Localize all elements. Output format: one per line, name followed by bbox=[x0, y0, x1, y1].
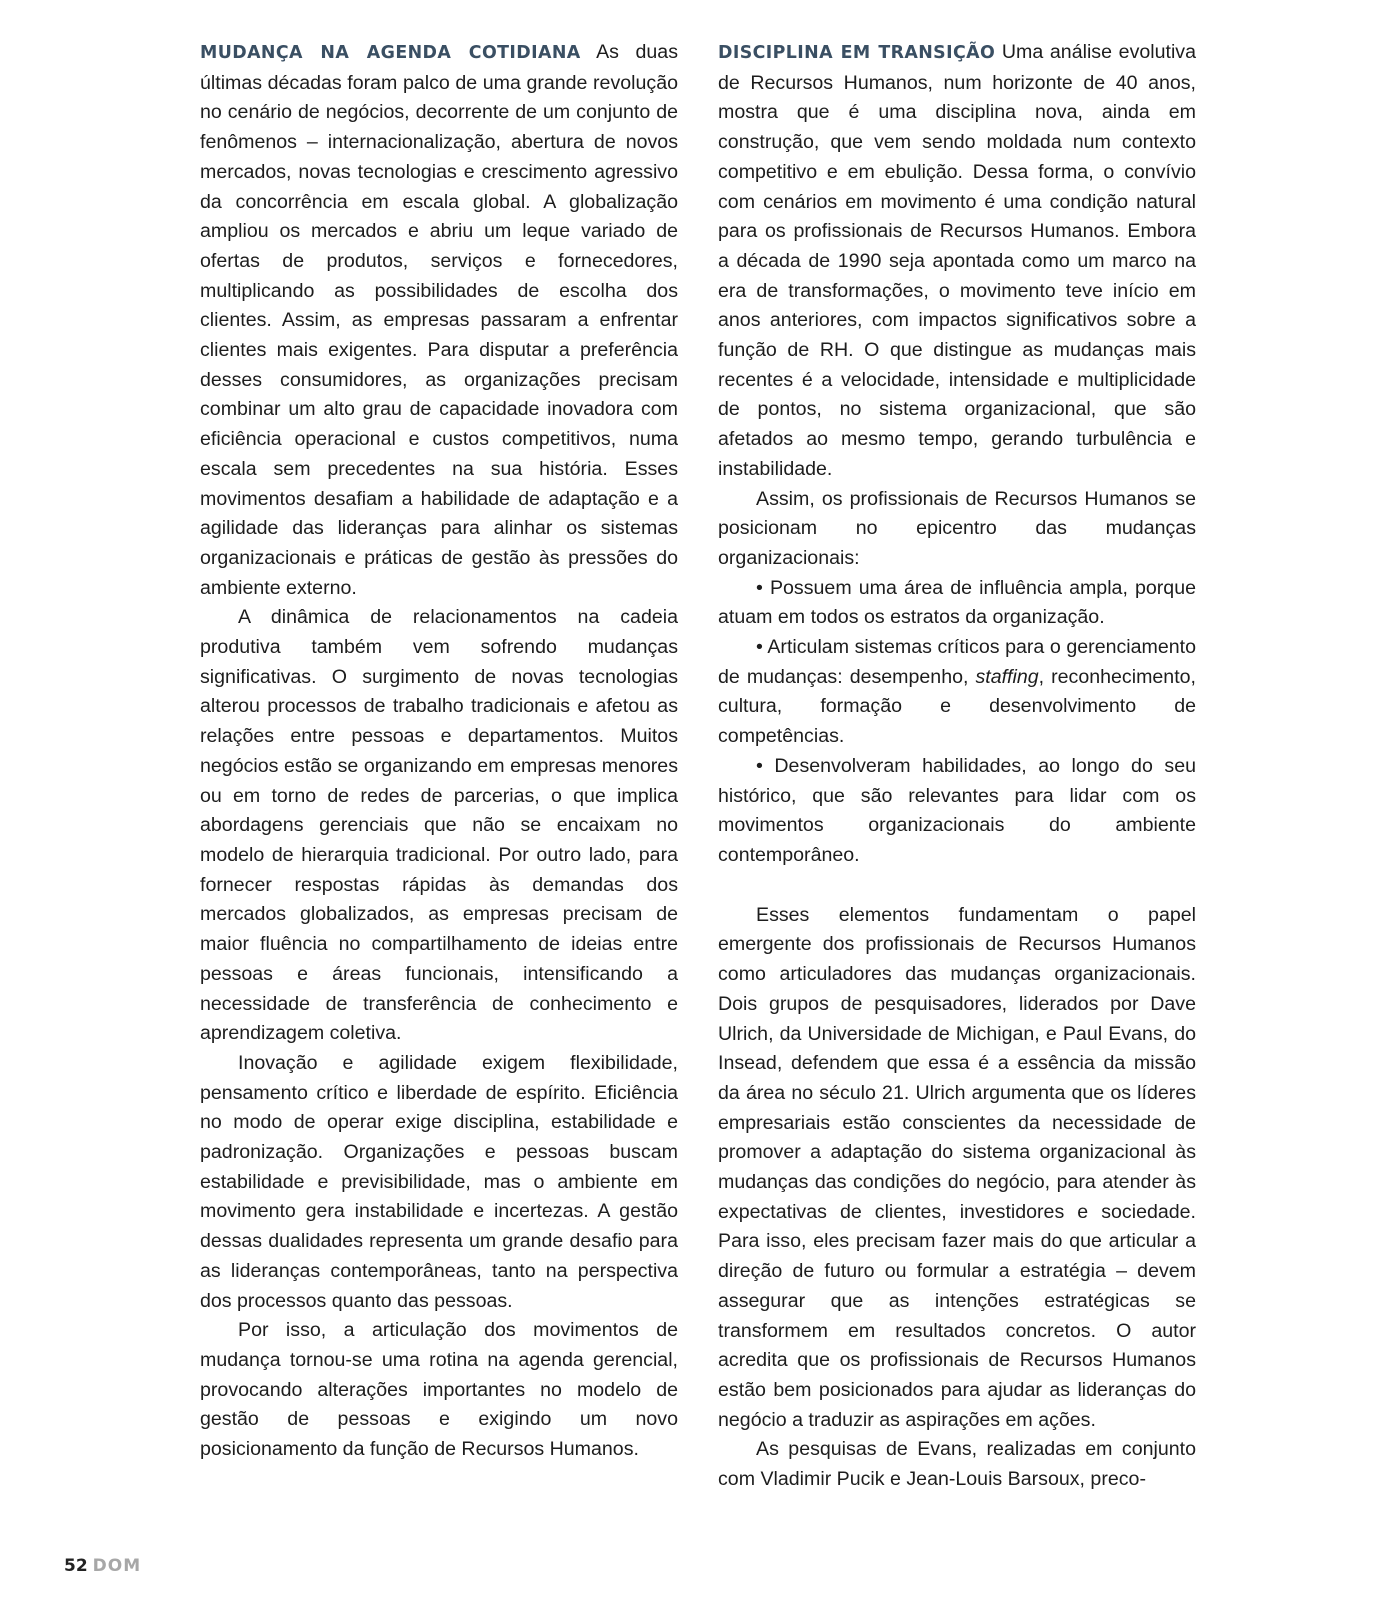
bullet-item: • Desenvolveram habilidades, ao longo do seu histórico, que são relevantes para lidar com os movimentos organizacionais do ambiente contemporâneo. bbox=[718, 754, 1196, 866]
paragraph-text: As duas últimas décadas foram palco de uma grande revolução no cenário de negócios, decorrente de um conjunto de fenômenos – internacionalização, abertura de novos mercados, novas tecnologias e crescimento agressivo da concorrência em escala global. A globalização ampliou os mercados e abriu um leque variado de ofertas de produtos, serviços e fornecedores, multiplicando as possibilidades de escolha dos clientes. Assim, as empresas passaram a enfrentar clientes mais exigentes. Para disputar a preferência desses consumidores, as organizações precisam combinar um alto grau de capacidade inovadora com eficiência operacional e custos competitivos, numa escala sem precedentes na sua história. Esses movimentos desafiam a habilidade de adaptação e a agilidade das lideranças para alinhar os sistemas organizacionais e práticas de gestão às pressões do ambiente externo. bbox=[200, 41, 678, 599]
page-footer bbox=[64, 1556, 141, 1576]
article-paragraph: As pesquisas de Evans, realizadas em conjunto com Vladimir Pucik e Jean-Louis Barsoux, preco- bbox=[718, 1438, 1196, 1491]
bullet-item bbox=[718, 633, 1196, 752]
section-heading: MUDANÇA NA AGENDA COTIDIANA bbox=[200, 43, 581, 63]
left-column bbox=[200, 38, 678, 1465]
article-paragraph bbox=[200, 38, 678, 603]
article-paragraph: Assim, os profissionais de Recursos Humanos se posicionam no epicentro das mudanças organizacionais: bbox=[718, 487, 1196, 569]
article-paragraph: Inovação e agilidade exigem flexibilidade, pensamento crítico e liberdade de espírito. Eficiência no modo de operar exige disciplina, estabilidade e padronização. Organizações e pessoas buscam estabilidade e previsibilidade, mas o ambiente em movimento gera instabilidade e incertezas. A gestão dessas dualidades representa um grande desafio para as lideranças contemporâneas, tanto na perspectiva dos processos quanto das pessoas. bbox=[200, 1051, 678, 1312]
article-paragraph bbox=[718, 38, 1196, 485]
italic-term: staffing bbox=[975, 665, 1039, 688]
paragraph-gap bbox=[718, 871, 1196, 901]
bullet-text: • Articulam sistemas críticos para o gerenciamento de mudanças: desempenho, bbox=[718, 636, 1196, 688]
bullet-item: • Possuem uma área de influência ampla, porque atuam em todos os estratos da organização. bbox=[718, 576, 1196, 629]
right-column bbox=[718, 38, 1196, 1495]
article-paragraph: A dinâmica de relacionamentos na cadeia produtiva também vem sofrendo mudanças significativas. O surgimento de novas tecnologias alterou processos de trabalho tradicionais e afetou as relações entre pessoas e departamentos. Muitos negócios estão se organizando em empresas menores ou em torno de redes de parcerias, o que implica abordagens gerenciais que não se encaixam no modelo de hierarquia tradicional. Por outro lado, para fornecer respostas rápidas às demandas dos mercados globalizados, as empresas precisam de maior fluência no compartilhamento de ideias entre pessoas e áreas funcionais, intensificando a necessidade de transferência de conhecimento e aprendizagem coletiva. bbox=[200, 606, 678, 1045]
paragraph-text: Uma análise evolutiva de Recursos Humanos, num horizonte de 40 anos, mostra que é uma disciplina nova, ainda em construção, que vem sendo moldada num contexto competitivo e em ebulição. Dessa forma, o convívio com cenários em movimento é uma condição natural para os profissionais de Recursos Humanos. Embora a década de 1990 seja apontada como um marco na era de transformações, o movimento teve início em anos anteriores, com impactos significativos sobre a função de RH. O que distingue as mudanças mais recentes é a velocidade, intensidade e multiplicidade de pontos, no sistema organizacional, que são afetados ao mesmo tempo, gerando turbulência e instabilidade. bbox=[718, 41, 1197, 480]
article-paragraph: Por isso, a articulação dos movimentos de mudança tornou-se uma rotina na agenda gerencial, provocando alterações importantes no modelo de gestão de pessoas e exigindo um novo posicionamento da função de Recursos Humanos. bbox=[200, 1319, 678, 1461]
magazine-name: DOM bbox=[92, 1556, 142, 1576]
article-paragraph: Esses elementos fundamentam o papel emergente dos profissionais de Recursos Humanos como articuladores das mudanças organizacionais. Dois grupos de pesquisadores, liderados por Dave Ulrich, da Universidade de Michigan, e Paul Evans, do Insead, defendem que essa é a essência da missão da área no século 21. Ulrich argumenta que os líderes empresariais estão conscientes da necessidade de promover a adaptação do sistema organizacional às mudanças das condições do negócio, para atender às expectativas de clientes, investidores e sociedade. Para isso, eles precisam fazer mais do que articular a direção de futuro ou formular a estratégia – devem assegurar que as intenções estratégicas se transformem em resultados concretos. O autor acredita que os profissionais de Recursos Humanos estão bem posicionados para ajudar as lideranças do negócio a traduzir as aspirações em ações. bbox=[718, 903, 1196, 1431]
page-number: 52 bbox=[64, 1556, 88, 1576]
bullet-text: , reconhecimento, cultura, formação e desenvolvimento de competências. bbox=[718, 665, 1196, 748]
section-heading: DISCIPLINA EM TRANSIÇÃO bbox=[718, 43, 996, 63]
